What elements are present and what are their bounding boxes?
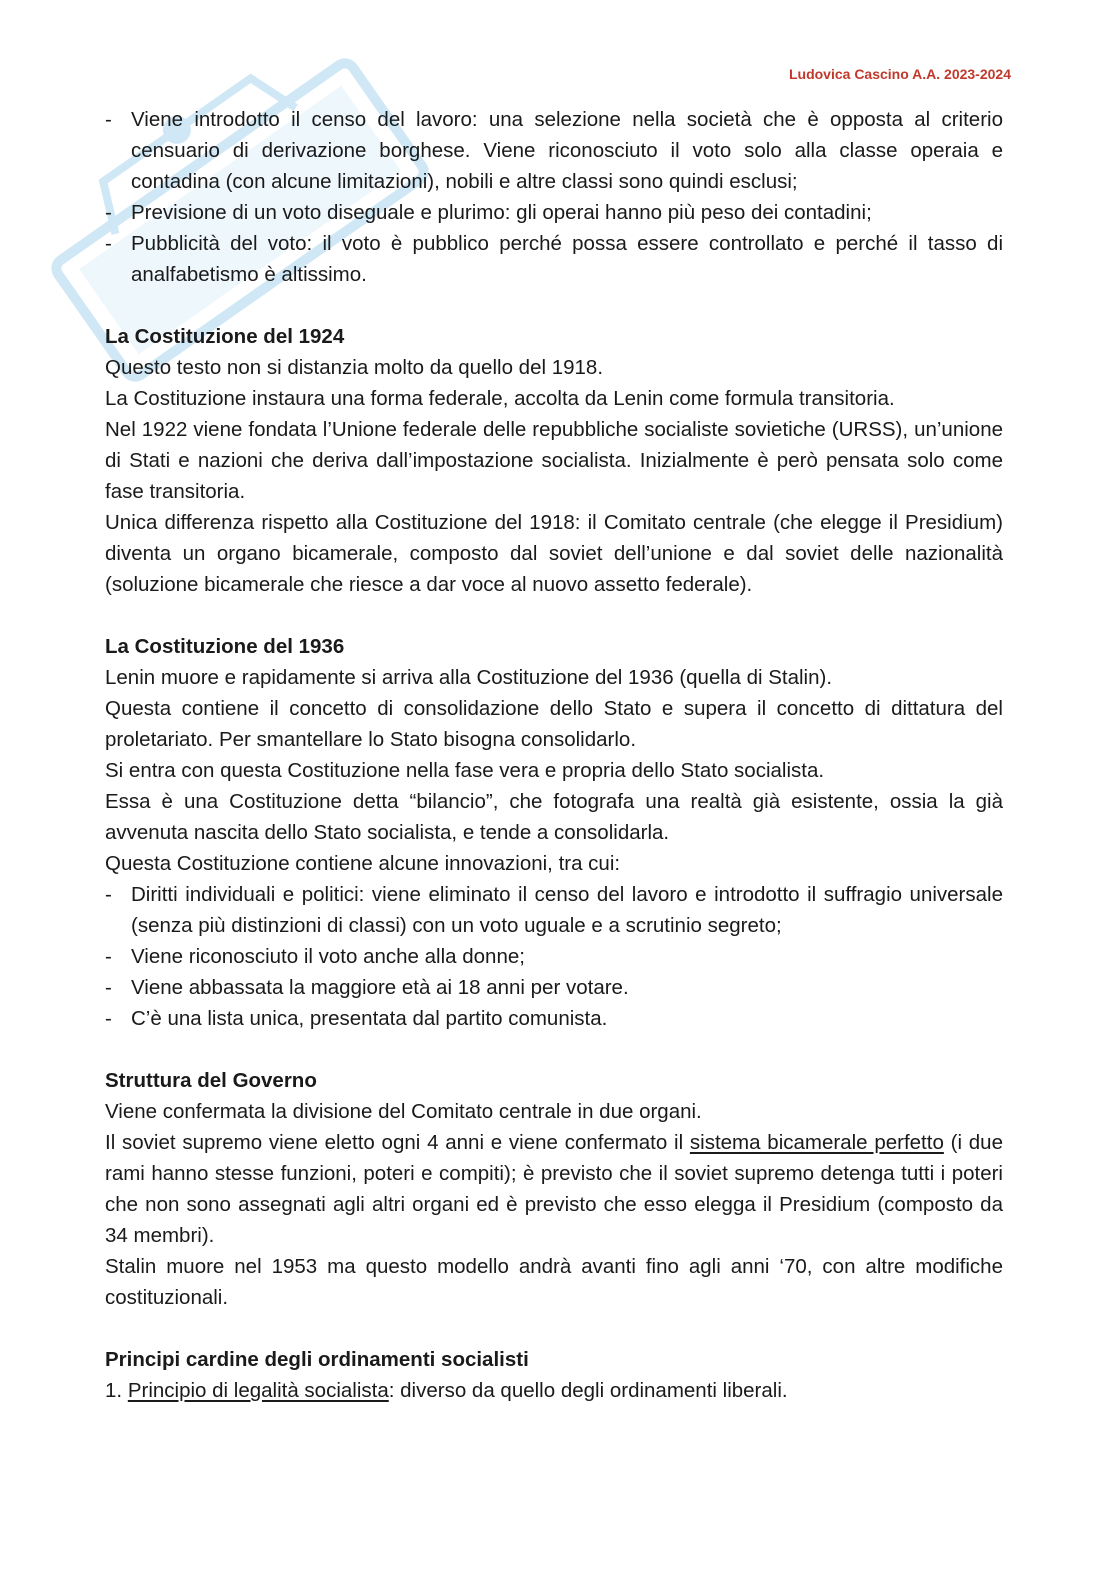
list-item: - C’è una lista unica, presentata dal partito comunista. [105, 1003, 1003, 1034]
numbered-item [105, 1375, 1003, 1406]
list-item: - Diritti individuali e politici: viene eliminato il censo del lavoro e introdotto il suffragio universale (senza più distinzioni di classi) con un voto uguale e a scrutinio segreto; [105, 879, 1003, 941]
paragraph: Questo testo non si distanzia molto da quello del 1918. [105, 356, 604, 379]
paragraph: Viene confermata la divisione del Comitato centrale in due organi. [105, 1100, 702, 1123]
header-author: Ludovica Cascino A.A. 2023-2024 [788, 66, 1011, 82]
page-content [105, 104, 1003, 1406]
paragraph: Questa Costituzione contiene alcune innovazioni, tra cui: [105, 852, 621, 875]
text-span: : diverso da quello degli ordinamenti liberali. [388, 1379, 788, 1402]
paragraph: Lenin muore e rapidamente si arriva alla Costituzione del 1936 (quella di Stalin). [105, 666, 833, 689]
list-item: - Viene riconosciuto il voto anche alla donne; [105, 941, 1003, 972]
section-title-1924: La Costituzione del 1924 [105, 325, 345, 348]
section-title-governo: Struttura del Governo [105, 1069, 317, 1092]
text-span: Il soviet supremo viene eletto ogni 4 anni e viene confermato il [105, 1131, 690, 1154]
list-item: - Viene abbassata la maggiore età ai 18 anni per votare. [105, 972, 1003, 1003]
item-number: 1. [105, 1379, 123, 1402]
paragraph: Nel 1922 viene fondata l’Unione federale delle repubbliche socialiste sovietiche (URSS), un’unione di Stati e nazioni che deriva dall’impostazione socialista. Inizialmente è però pensata solo come fase transitoria. [105, 418, 1003, 503]
paragraph: Questa contiene il concetto di consolidazione dello Stato e supera il concetto di dittatura del proletariato. Per smantellare lo Stato bisogna consolidarlo. [105, 697, 1003, 751]
text-span: (i due rami hanno stesse funzioni, poteri e compiti); è previsto che il soviet supremo detenga tutti i poteri che non sono assegnati agli altri organi ed è previsto che esso elegga il Presidium (composto da 34 membri). [105, 1131, 1003, 1247]
paragraph: La Costituzione instaura una forma federale, accolta da Lenin come formula transitoria. [105, 387, 895, 410]
paragraph: Essa è una Costituzione detta “bilancio”, che fotografa una realtà già esistente, ossia la già avvenuta nascita dello Stato socialista, e tende a consolidarla. [105, 790, 1003, 844]
paragraph: Stalin muore nel 1953 ma questo modello andrà avanti fino agli anni ‘70, con altre modifiche costituzionali. [105, 1255, 1003, 1309]
list-item: - Viene introdotto il censo del lavoro: una selezione nella società che è opposta al criterio censuario di derivazione borghese. Viene riconosciuto il voto solo alla classe operaia e contadina (con alcune limitazioni), nobili e altre classi sono quindi esclusi; [105, 104, 1003, 197]
paragraph: Si entra con questa Costituzione nella fase vera e propria dello Stato socialista. [105, 759, 825, 782]
intro-list [105, 104, 1003, 290]
section-title-principi: Principi cardine degli ordinamenti socialisti [105, 1348, 529, 1371]
paragraph: Unica differenza rispetto alla Costituzione del 1918: il Comitato centrale (che elegge il Presidium) diventa un organo bicamerale, composto dal soviet dell’unione e dal soviet delle nazionalità (soluzione bicamerale che riesce a dar voce al nuovo assetto federale). [105, 511, 1003, 596]
innovations-list [105, 879, 1003, 1034]
underlined-term: Principio di legalità socialista [127, 1379, 389, 1402]
list-item: - Pubblicità del voto: il voto è pubblico perché possa essere controllato e perché il tasso di analfabetismo è altissimo. [105, 228, 1003, 290]
section-title-1936: La Costituzione del 1936 [105, 635, 345, 658]
list-item: - Previsione di un voto diseguale e plurimo: gli operai hanno più peso dei contadini; [105, 197, 1003, 228]
underlined-term: sistema bicamerale perfetto [689, 1131, 944, 1154]
paragraph [105, 1127, 1003, 1251]
